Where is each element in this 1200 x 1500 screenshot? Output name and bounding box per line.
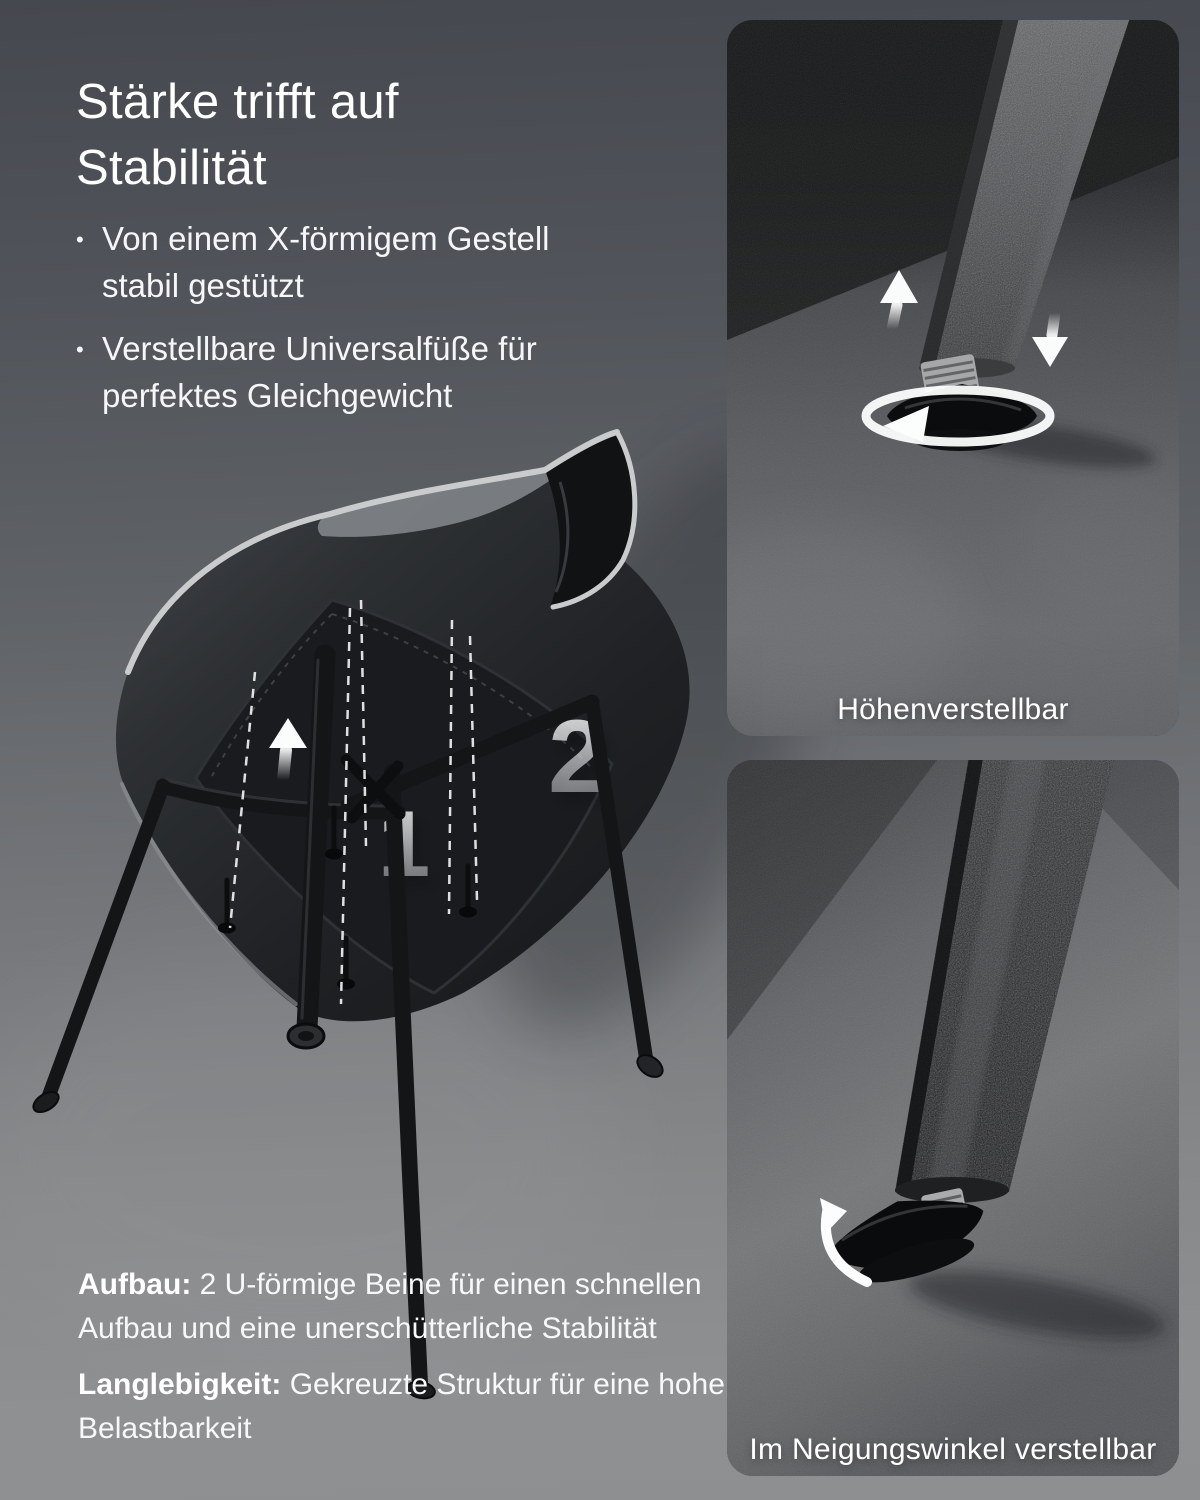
title-line-2: Stabilität (76, 140, 267, 195)
bullet-text (102, 216, 550, 310)
footer-note-langlebigkeit (78, 1363, 778, 1451)
bullet-text (102, 326, 537, 420)
bullet-line: Von einem X-förmigem Gestell (102, 220, 550, 257)
feature-bullets (76, 216, 676, 435)
footer-text: 2 U-förmige Beine für einen schnellen Aufbau und eine unerschütterliche Stabilität (78, 1268, 702, 1346)
detail-panel-tilt-adjust (727, 760, 1179, 1476)
title-line-1: Stärke trifft auf (76, 75, 399, 129)
footer-label: Aufbau: (78, 1268, 192, 1301)
bullet-line: Verstellbare Universalfüße für (102, 329, 537, 367)
detail-panel-height-adjust (727, 20, 1179, 736)
footer-label: Langlebigkeit: (78, 1368, 282, 1402)
height-adjust-photo (727, 20, 1179, 736)
bullet-item (76, 216, 676, 310)
step-number-2: 2 (548, 699, 606, 815)
bullet-line: perfektes Gleichgewicht (102, 376, 453, 414)
footer-note-aufbau (78, 1263, 778, 1351)
panel-caption: Höhenverstellbar (837, 693, 1069, 726)
tilt-adjust-photo (727, 760, 1179, 1476)
page-title (76, 70, 696, 201)
bullet-dot-icon: • (76, 227, 84, 252)
step-number-1: 1 (377, 791, 431, 896)
footer-text: Gekreuzte Struktur für eine hohe Belastbarkeit (78, 1368, 725, 1446)
bullet-line: stabil gestützt (102, 266, 304, 304)
footer-notes (78, 1263, 778, 1463)
bullet-item (76, 326, 676, 420)
bullet-dot-icon: • (76, 336, 84, 362)
panel-caption: Im Neigungswinkel verstellbar (749, 1433, 1157, 1466)
